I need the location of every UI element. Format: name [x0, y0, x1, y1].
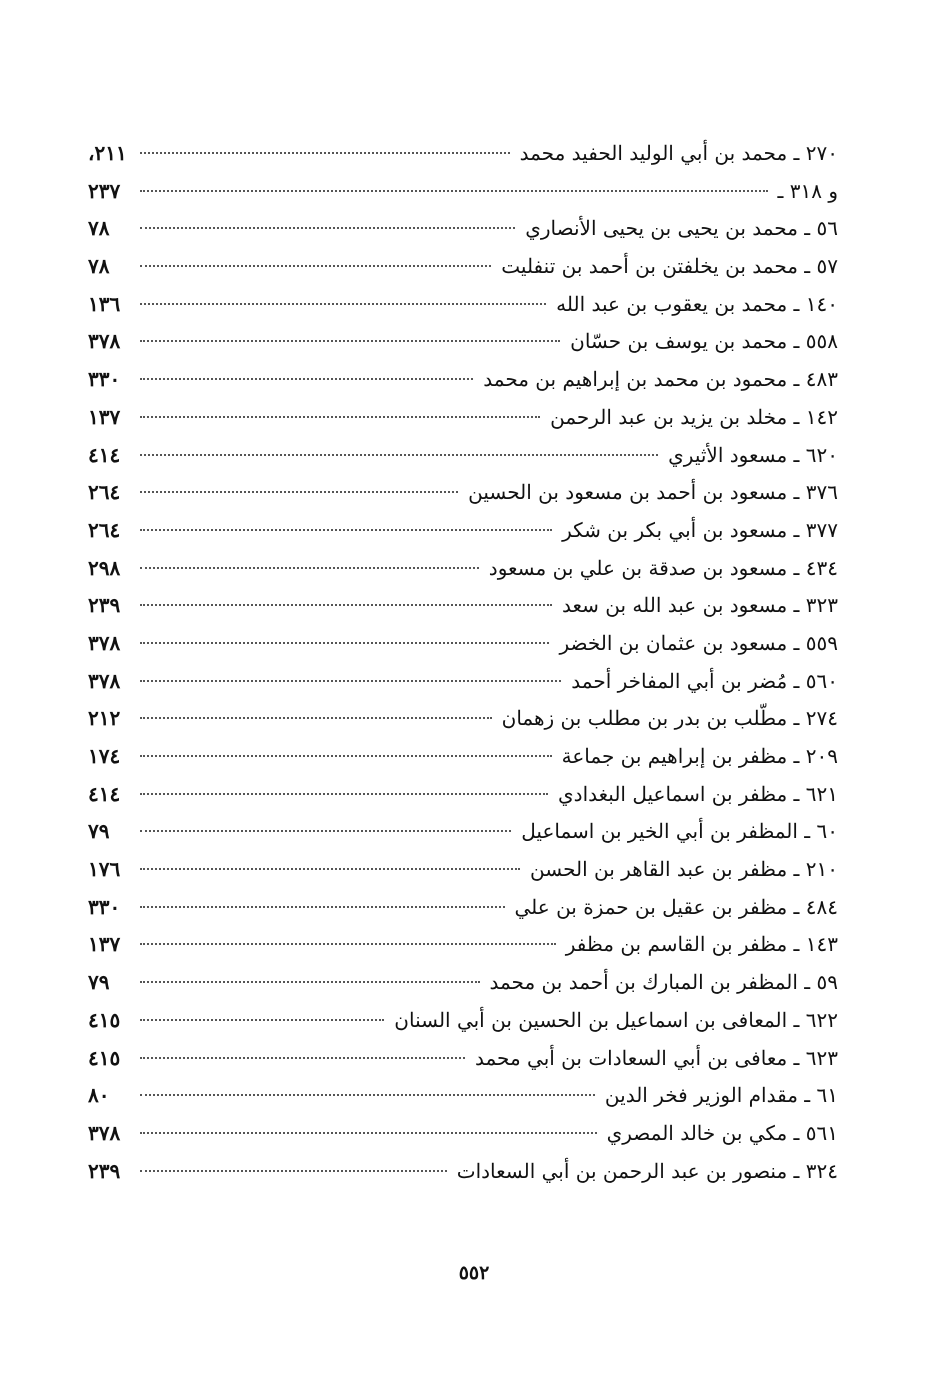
- entry-page-ref: ١٧٤: [88, 744, 121, 768]
- dot-leader: [140, 830, 511, 832]
- dot-leader: [140, 981, 480, 983]
- index-entry: [88, 1077, 838, 1115]
- dot-leader: [140, 454, 658, 456]
- page-number: ٥٥٢: [458, 1262, 490, 1284]
- index-entry: [88, 210, 838, 248]
- entry-title: ٤٣٤ ـ مسعود بن صدقة بن علي بن مسعود: [488, 555, 838, 580]
- dot-leader: [140, 793, 548, 795]
- entry-page-ref: ٨٠: [88, 1083, 110, 1108]
- dot-leader: [140, 906, 505, 908]
- dot-leader: [140, 491, 458, 493]
- index-entry: [88, 964, 838, 1002]
- dot-leader: [140, 868, 520, 870]
- index-entry: [88, 286, 838, 324]
- dot-leader: [140, 416, 540, 418]
- index-entry: [88, 587, 838, 625]
- dot-leader: [140, 943, 556, 945]
- index-entry: [88, 663, 838, 701]
- index-entry: [88, 248, 838, 286]
- entry-title: ٤٨٤ ـ مظفر بن عقيل بن حمزة بن علي: [514, 894, 838, 919]
- dot-leader: [140, 1170, 447, 1172]
- index-entry: [88, 700, 838, 738]
- dot-leader: [140, 378, 473, 380]
- index-entry: [88, 550, 838, 588]
- dot-leader: [140, 567, 479, 569]
- index-list: [88, 135, 838, 1190]
- entry-page-ref: ٢٦٤: [88, 480, 121, 505]
- index-entry: [88, 738, 838, 776]
- entry-title: ١٤٠ ـ محمد بن يعقوب بن عبد الله: [556, 291, 838, 316]
- index-entry: [88, 361, 838, 399]
- entry-page-ref: ١٣٦: [88, 291, 121, 316]
- dot-leader: [140, 340, 560, 342]
- entry-title: ٥٦١ ـ مكي بن خالد المصري: [606, 1120, 838, 1145]
- dot-leader: [140, 190, 768, 192]
- index-entry: [88, 135, 838, 173]
- entry-title: ٥٥٩ ـ مسعود بن عثمان بن الخضر: [559, 630, 838, 655]
- index-entry: [88, 889, 838, 927]
- entry-title: ١٤٢ ـ مخلد بن يزيد بن عبد الرحمن: [550, 404, 838, 429]
- index-entry: [88, 926, 838, 964]
- dot-leader: [140, 717, 492, 719]
- entry-title: و ٣١٨ ـ: [777, 178, 838, 203]
- entry-title: ١٤٣ ـ مظفر بن القاسم بن مظفر: [565, 932, 838, 957]
- entry-page-ref: ٤١٤: [88, 781, 121, 806]
- entry-title: ٢٧٠ ـ محمد بن أبي الوليد الحفيد محمد: [519, 141, 838, 165]
- index-entry: [88, 776, 838, 814]
- entry-title: ٣٧٦ ـ مسعود بن أحمد بن مسعود بن الحسين: [468, 480, 838, 505]
- entry-page-ref: ١٣٧: [88, 404, 121, 429]
- dot-leader: [140, 680, 561, 682]
- entry-page-ref: ٢١٢: [88, 706, 121, 731]
- entry-title: ٦٢١ ـ مظفر بن اسماعيل البغدادي: [558, 781, 838, 806]
- entry-title: ٥٦ ـ محمد بن يحيى بن يحيى الأنصاري: [525, 216, 838, 241]
- entry-title: ٣٢٣ ـ مسعود بن عبد الله بن سعد: [562, 593, 838, 618]
- entry-title: ٢٧٤ ـ مطّلب بن بدر بن مطلب بن زهمان: [501, 706, 838, 731]
- entry-title: ٤٨٣ ـ محمود بن محمد بن إبراهيم بن محمد: [483, 367, 838, 392]
- index-entry: [88, 474, 838, 512]
- entry-page-ref: ٢٦٤: [88, 517, 121, 542]
- entry-page-ref: ٢٩٨: [88, 555, 121, 580]
- entry-title: ٢٠٩ ـ مظفر بن إبراهيم بن جماعة: [561, 744, 838, 768]
- index-entry: [88, 1115, 838, 1153]
- dot-leader: [140, 642, 549, 644]
- index-entry: [88, 1040, 838, 1078]
- dot-leader: [140, 604, 552, 606]
- entry-title: ٥٧ ـ محمد بن يخلفتن بن أحمد بن تنفليت: [501, 254, 838, 279]
- entry-page-ref: ٣٧٨: [88, 1120, 121, 1145]
- entry-page-ref: ٣٧٨: [88, 630, 121, 655]
- index-entry: [88, 851, 838, 889]
- index-entry: [88, 1002, 838, 1040]
- entry-title: ٦١ ـ مقدام الوزير فخر الدين: [604, 1083, 838, 1108]
- index-entry: [88, 625, 838, 663]
- index-entry: [88, 512, 838, 550]
- entry-title: ٥٦٠ ـ مُضر بن أبي المفاخر أحمد: [571, 668, 838, 693]
- index-entry: [88, 437, 838, 475]
- index-entry: [88, 323, 838, 361]
- entry-page-ref: ٣٧٨: [88, 668, 121, 693]
- entry-title: ٦٠ ـ المظفر بن أبي الخير بن اسماعيل: [521, 819, 838, 844]
- dot-leader: [140, 227, 515, 229]
- dot-leader: [140, 303, 546, 305]
- entry-page-ref: ٣٧٨: [88, 329, 121, 354]
- entry-title: ٦٢٠ ـ مسعود الأثيري: [668, 442, 838, 467]
- dot-leader: [140, 265, 491, 267]
- index-entry: [88, 813, 838, 851]
- dot-leader: [140, 152, 510, 154]
- dot-leader: [140, 529, 552, 531]
- entry-page-ref: ١٣٧: [88, 932, 121, 957]
- entry-page-ref: ٣٣٠: [88, 367, 121, 392]
- entry-title: ٣٧٧ ـ مسعود بن أبي بكر بن شكر: [562, 517, 838, 542]
- entry-title: ٦٢٢ ـ المعافى بن اسماعيل بن الحسين بن أبي السنان: [394, 1007, 838, 1032]
- entry-title: ٦٢٣ ـ معافى بن أبي السعادات بن أبي محمد: [474, 1045, 838, 1070]
- index-entry: [88, 173, 838, 211]
- entry-page-ref: ٧٩: [88, 819, 110, 844]
- entry-title: ٥٥٨ ـ محمد بن يوسف بن حسّان: [570, 329, 838, 354]
- dot-leader: [140, 1132, 597, 1134]
- entry-title: ٢١٠ ـ مظفر بن عبد القاهر بن الحسن: [530, 857, 838, 882]
- entry-page-ref: ٣٣٠: [88, 894, 121, 919]
- entry-page-ref: ٤١٥: [88, 1007, 121, 1032]
- entry-title: ٣٢٤ ـ منصور بن عبد الرحمن بن أبي السعادات: [456, 1158, 838, 1183]
- dot-leader: [140, 1019, 384, 1021]
- entry-page-ref: ٧٨: [88, 216, 110, 241]
- entry-page-ref: ١٧٦: [88, 857, 121, 882]
- entry-page-ref: ٢٣٩: [88, 1158, 121, 1183]
- entry-page-ref: ٢٣٩: [88, 593, 121, 618]
- index-entry: [88, 1153, 838, 1191]
- entry-page-ref: ٢١١،: [88, 141, 127, 165]
- dot-leader: [140, 1057, 465, 1059]
- entry-title: ٥٩ ـ المظفر بن المبارك بن أحمد بن محمد: [489, 970, 838, 995]
- entry-page-ref: ٤١٥: [88, 1045, 121, 1070]
- index-entry: [88, 399, 838, 437]
- dot-leader: [140, 755, 552, 757]
- entry-page-ref: ٧٨: [88, 254, 110, 279]
- entry-page-ref: ٤١٤: [88, 442, 121, 467]
- dot-leader: [140, 1094, 595, 1096]
- entry-page-ref: ٧٩: [88, 970, 110, 995]
- entry-page-ref: ٢٣٧: [88, 178, 121, 203]
